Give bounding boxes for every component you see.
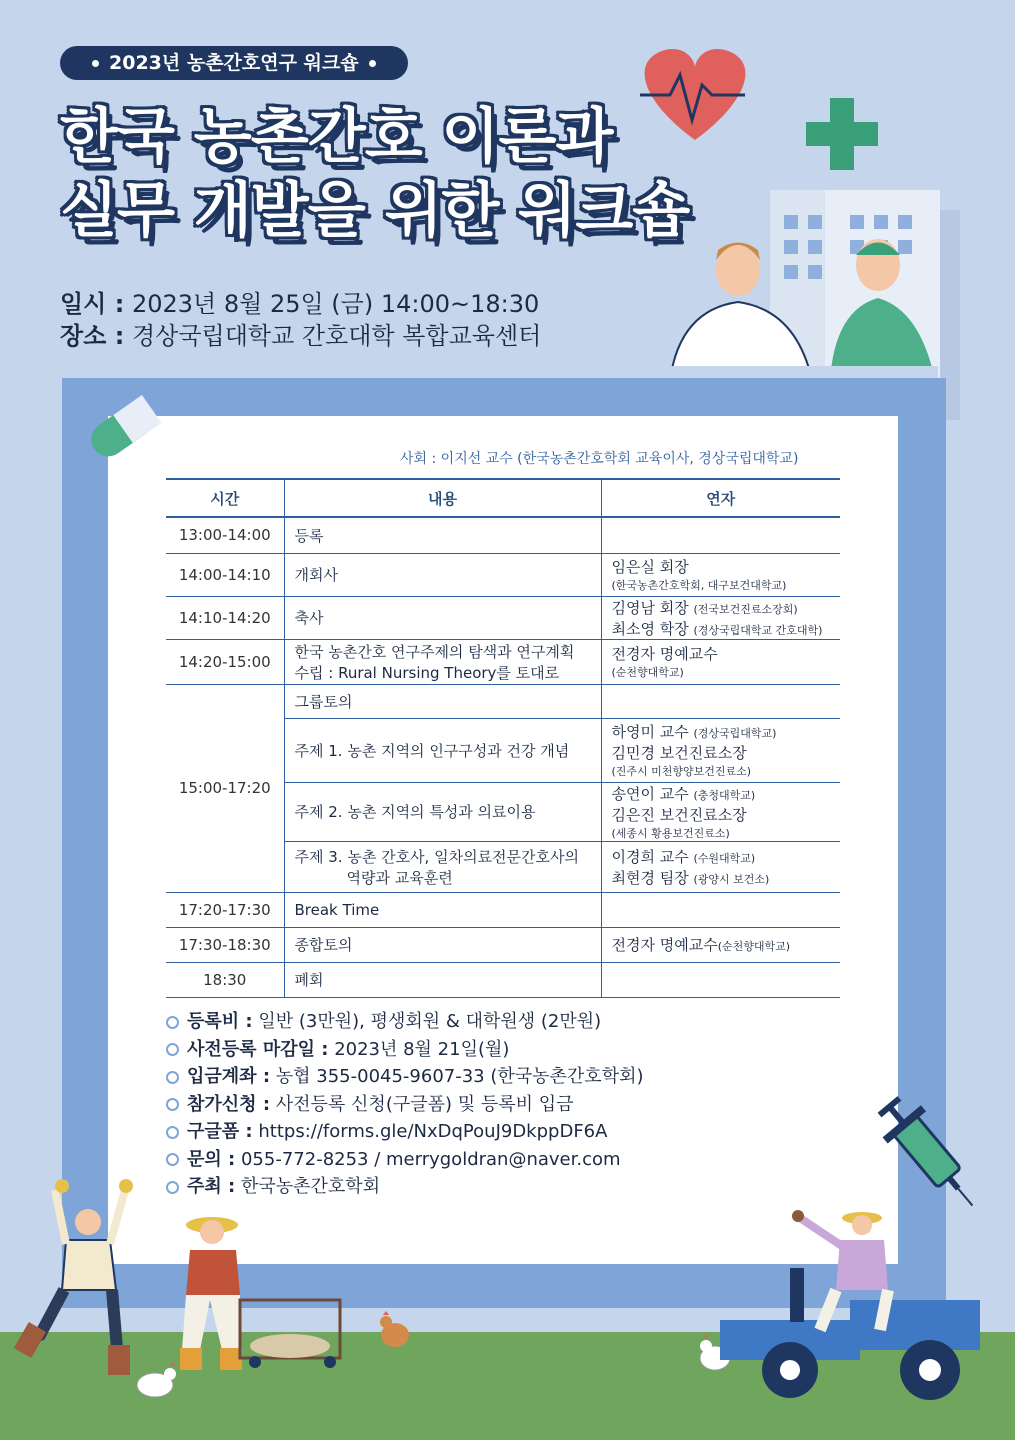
hospital-illustration-icon [620, 40, 1015, 420]
farm-scene-illustration-icon [0, 1170, 1015, 1440]
table-row: 17:30-18:30 종합토의 전경자 명예교수(순천향대학교) [166, 927, 840, 962]
farmer-with-cart-icon [180, 1217, 340, 1370]
page-title [60, 100, 689, 248]
table-row: 14:20-15:00 한국 농촌간호 연구주제의 탐색과 연구계획 수립 : Rural Nursing Theory를 토대로 전경자 명예교수 (순천향대학교) [166, 639, 840, 684]
event-badge: 2023년 농촌간호연구 워크숍 [60, 46, 408, 80]
bullet-icon [166, 1016, 179, 1029]
note-bank-account: 입금계좌 : 농협 355-0045-9607-33 (한국농촌간호학회) [166, 1063, 644, 1091]
title-line-2: 실무 개발을 위한 워크숍 [60, 176, 690, 246]
bullet-icon [166, 1098, 179, 1111]
table-row: 주제 3. 농촌 간호사, 일차의료전문간호사의 역량과 교육훈련 이경희 교수 (수원대학교) 최현경 팀장 (광양시 보건소) [166, 841, 840, 892]
note-registration-fee: 등록비 : 일반 (3만원), 평생회원 & 대학원생 (2만원) [166, 1008, 644, 1036]
note-google-form: 구글폼 : https://forms.gle/NxDqPouJ9DkppDF6A [166, 1118, 644, 1146]
table-row: 14:10-14:20 축사 김영남 회장 (전국보건진료소장회) 최소영 학장 (경상국립대학교 간호대학) [166, 596, 840, 639]
farmer-cheering-icon [14, 1179, 133, 1375]
table-row: 주제 2. 농촌 지역의 특성과 의료이용 송연이 교수 (충청대학교) 김은진 보건진료소장 (세종시 황용보건진료소) [166, 782, 840, 841]
bullet-icon [166, 1153, 179, 1166]
bullet-dot-icon [92, 60, 99, 67]
google-form-link[interactable]: https://forms.gle/NxDqPouJ9DkppDF6A [258, 1121, 608, 1142]
chicken-icon [137, 1362, 176, 1397]
column-header-time: 시간 [166, 479, 284, 517]
bullet-dot-icon [369, 60, 376, 67]
note-host: 주최 : 한국농촌간호학회 [166, 1173, 644, 1201]
column-header-speaker: 연자 [601, 479, 840, 517]
note-contact: 문의 : 055-772-8253 / merrygoldran@naver.com [166, 1146, 644, 1174]
table-row: 주제 1. 농촌 지역의 인구구성과 건강 개념 하영미 교수 (경상국립대학교) 김민경 보건진료소장 (진주시 미천향양보건진료소) [166, 718, 840, 782]
chicken-icon [380, 1311, 409, 1347]
title-line-1: 한국 농촌간호 이론과 [60, 102, 613, 172]
moderator-line: 사회 : 이지선 교수 (한국농촌간호학회 교육이사, 경상국립대학교) [400, 451, 799, 467]
bullet-icon [166, 1043, 179, 1056]
table-header-row [166, 479, 840, 517]
event-venue: 장소 : 경상국립대학교 간호대학 복합교육센터 [60, 322, 542, 350]
table-row: 14:00-14:10 개회사 임은실 회장 (한국농촌간호학회, 대구보건대학교) [166, 553, 840, 596]
table-row: 15:00-17:20 그룹토의 [166, 684, 840, 718]
event-date: 일시 : 2023년 8월 25일 (금) 14:00~18:30 [60, 290, 540, 318]
table-row: 17:20-17:30 Break Time [166, 892, 840, 927]
column-header-content: 내용 [284, 479, 601, 517]
table-row: 18:30 폐회 [166, 962, 840, 997]
capsule-pill-icon [78, 382, 168, 477]
note-deadline: 사전등록 마감일 : 2023년 8월 21일(월) [166, 1036, 644, 1064]
schedule-table [166, 478, 840, 998]
table-row: 13:00-14:00 등록 [166, 517, 840, 553]
contact-info: 055-772-8253 / merrygoldran@naver.com [240, 1148, 621, 1170]
note-application: 참가신청 : 사전등록 신청(구글폼) 및 등록비 입금 [166, 1091, 644, 1119]
bullet-icon [166, 1126, 179, 1139]
bullet-icon [166, 1071, 179, 1084]
